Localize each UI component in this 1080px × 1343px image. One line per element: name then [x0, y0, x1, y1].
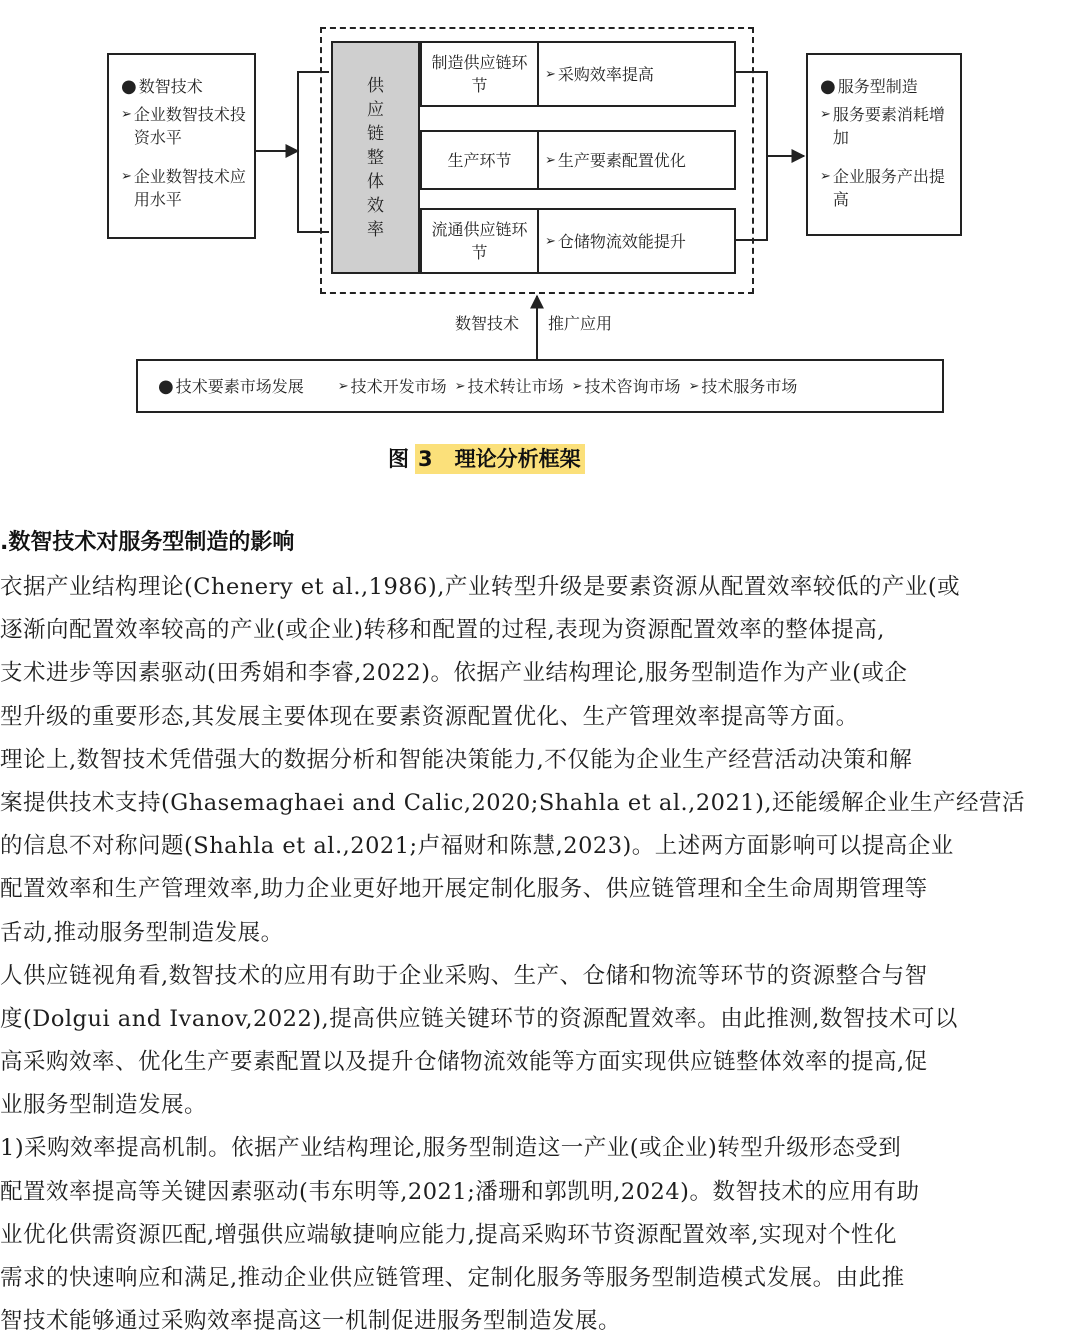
arrowhead-bullet-icon: ➢: [545, 152, 556, 168]
digital-tech-title: ● 数智技术: [121, 76, 203, 97]
text-line: 配置效率提高等关键因素驱动(韦东明等,2021;潘珊和郭凯明,2024)。数智技术的应用有助: [0, 1178, 920, 1205]
text-line: 理论上,数智技术凭借强大的数据分析和智能决策能力,不仅能为企业生产经营活动决策和解: [0, 746, 913, 773]
bullet-dot-icon: ●: [158, 375, 174, 397]
supply-chain-efficiency-label: 供应链整体效率: [331, 41, 420, 274]
bullet-dot-icon: ●: [820, 76, 836, 97]
text-line: 1)采购效率提高机制。依据产业结构理论,服务型制造这一产业(或企业)转型升级形态受到: [0, 1135, 902, 1162]
text-line: 需求的快速响应和满足,推动企业供应链管理、定制化服务等服务型制造模式发展。由此推: [0, 1265, 905, 1291]
tech-market-box: ● 技术要素市场发展 ➢ 技术开发市场 ➢ 技术转让市场 ➢ 技术咨询市场 ➢ 技术服务市场: [136, 359, 944, 413]
effect-factor-allocation: ➢ 生产要素配置优化: [537, 130, 736, 190]
arrowhead-bullet-icon: ➢: [820, 107, 831, 122]
text-line: 高采购效率、优化生产要素配置以及提升仓储物流效能等方面实现供应链整体效率的提高,促: [0, 1049, 928, 1076]
bullet-dot-icon: ●: [121, 76, 137, 97]
arrow-label-promotion: 推广应用: [548, 314, 613, 333]
effect-procurement: ➢ 采购效率提高: [537, 41, 736, 107]
text-line: 型升级的重要形态,其发展主要体现在要素资源配置优化、生产管理效率提高等方面。: [0, 703, 859, 730]
service-manufacturing-item: ➢ 企业服务产出提高: [820, 167, 945, 209]
service-manufacturing-title: ● 服务型制造: [820, 76, 918, 97]
text-line: 的信息不对称问题(Shahla et al.,2021;卢福财和陈慧,2023)。上述两方面影响可以提高企业: [0, 833, 954, 860]
arrowhead-bullet-icon: ➢: [571, 378, 583, 394]
stage-circulation-supply: 流通供应链环节: [420, 208, 539, 274]
text-line: 人供应链视角看,数智技术的应用有助于企业采购、生产、仓储和物流等环节的资源整合与智: [0, 962, 928, 989]
arrowhead-bullet-icon: ➢: [820, 169, 831, 184]
text-line: 度(Dolgui and Ivanov,2022),提高供应链关键环节的资源配置效率。由此推测,数智技术可以: [0, 1005, 958, 1032]
arrowhead-bullet-icon: ➢: [121, 169, 132, 184]
body-text: [0, 566, 1080, 1343]
effect-logistics: ➢ 仓储物流效能提升: [537, 208, 736, 274]
text-line: 舌动,推动服务型制造发展。: [0, 919, 284, 946]
digital-tech-item: ➢ 企业数智技术投资水平: [121, 105, 246, 147]
figure-caption: 图 3 理论分析框架: [388, 444, 585, 474]
service-manufacturing-item: ➢ 服务要素消耗增加: [820, 105, 945, 147]
text-line: 支术进步等因素驱动(田秀娟和李睿,2022)。依据产业结构理论,服务型制造作为产业(或企: [0, 660, 908, 687]
stage-production: 生产环节: [420, 130, 539, 190]
arrowhead-bullet-icon: ➢: [688, 378, 700, 394]
text-line: 业优化供需资源匹配,增强供应端敏捷响应能力,提高采购环节资源配置效率,实现对个性化: [0, 1221, 897, 1248]
section-heading: .数智技术对服务型制造的影响: [0, 530, 295, 555]
arrowhead-bullet-icon: ➢: [454, 378, 466, 394]
arrowhead-bullet-icon: ➢: [337, 378, 349, 394]
text-line: 业服务型制造发展。: [0, 1092, 208, 1119]
text-line: 智技术能够通过采购效率提高这一机制促进服务型制造发展。: [0, 1308, 622, 1335]
arrowhead-bullet-icon: ➢: [545, 233, 556, 249]
text-line: 逐渐向配置效率较高的产业(或企业)转移和配置的过程,表现为资源配置效率的整体提高,: [0, 617, 885, 644]
arrow-label-digital-tech: 数智技术: [455, 314, 520, 333]
arrowhead-bullet-icon: ➢: [121, 107, 132, 122]
text-line: 配置效率和生产管理效率,助力企业更好地开展定制化服务、供应链管理和全生命周期管理等: [0, 876, 928, 903]
text-line: 衣据产业结构理论(Chenery et al.,1986),产业转型升级是要素资源从配置效率较低的产业(或: [0, 574, 961, 600]
text-line: 案提供技术支持(Ghasemaghaei and Calic,2020;Shahla et al.,2021),还能缓解企业生产经营活: [0, 789, 1026, 816]
digital-tech-box: [107, 53, 256, 239]
stage-manufacturing-supply: 制造供应链环节: [420, 41, 539, 107]
service-manufacturing-box: [806, 53, 962, 236]
arrowhead-bullet-icon: ➢: [545, 66, 556, 82]
caption-highlight: 3 理论分析框架: [415, 444, 585, 474]
digital-tech-item: ➢ 企业数智技术应用水平: [121, 167, 246, 209]
